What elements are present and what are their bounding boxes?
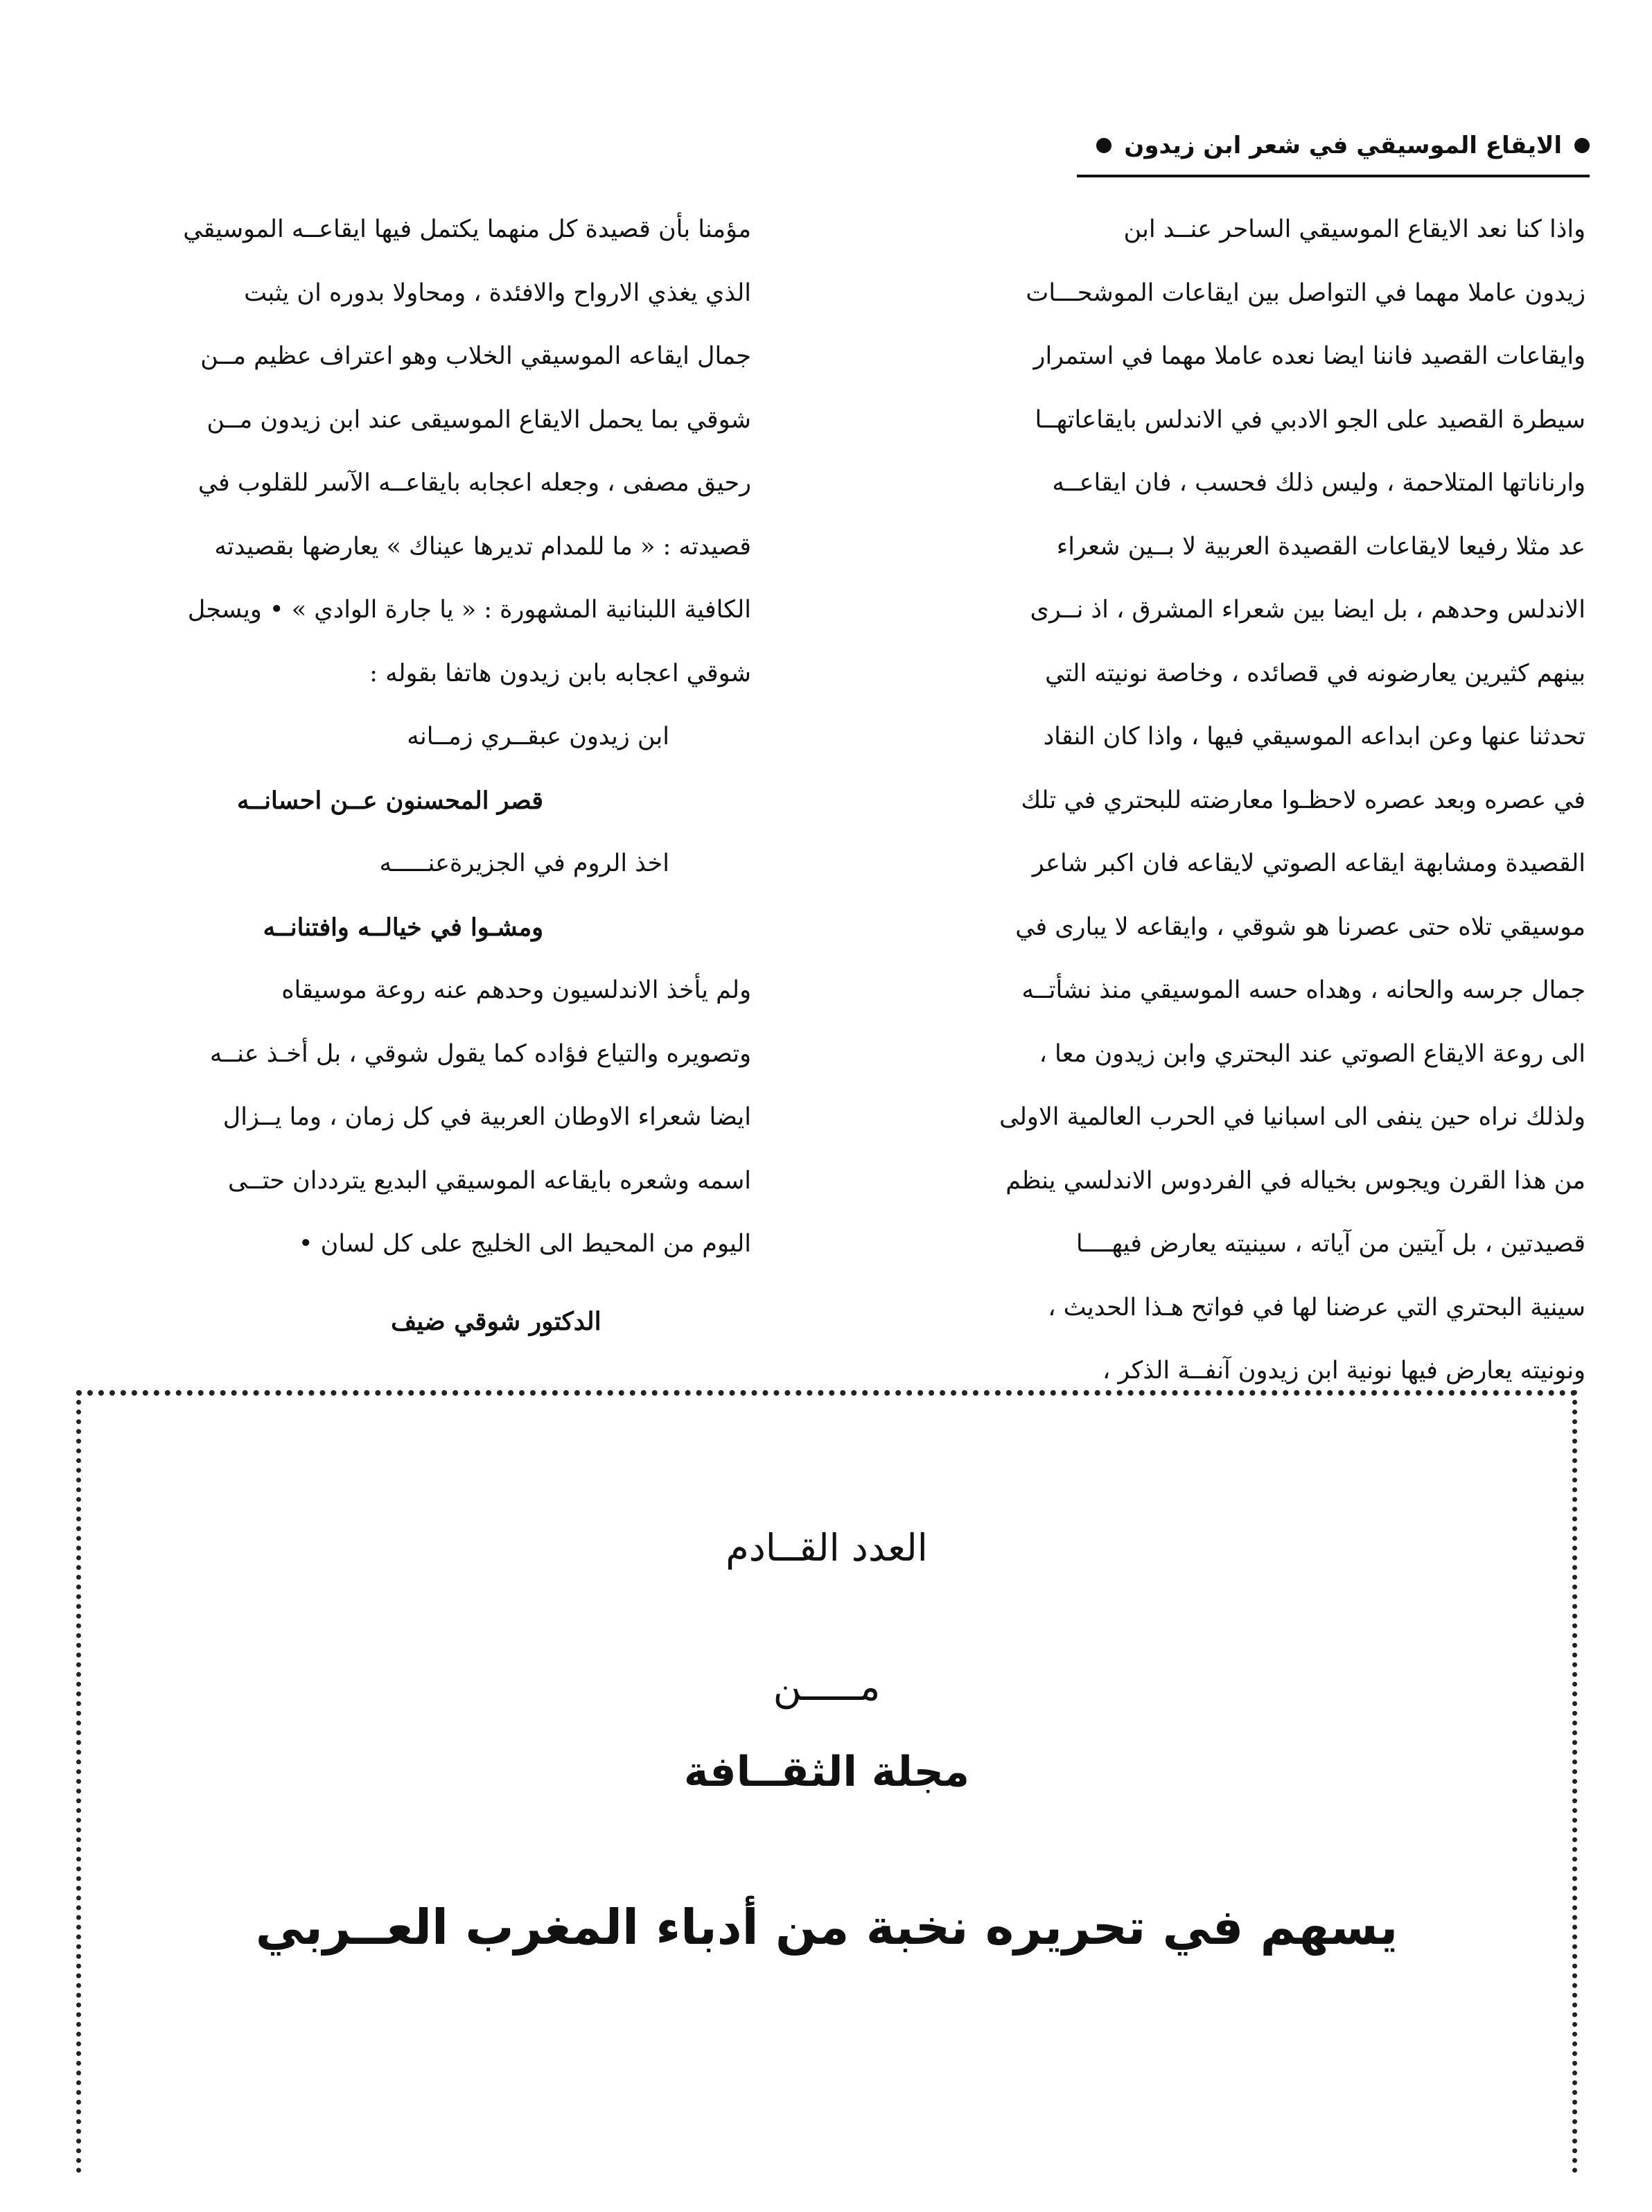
text-line: تحدثنا عنها وعن ابداعه الموسيقي فيها ، واذا كان النقاد xyxy=(1043,723,1585,750)
bullet-icon xyxy=(1574,138,1590,153)
bullet-icon xyxy=(1096,138,1111,153)
ad-from: مـــــن xyxy=(773,1665,881,1710)
ad-next-issue: العدد القــادم xyxy=(726,1526,928,1570)
poem-verse: اخذ الروم في الجزيرةعنـــــه xyxy=(379,850,669,877)
text-line: وتصويره والتياع فؤاده كما يقول شوقي ، بل أخـذ عنــه xyxy=(209,1039,751,1068)
text-line: جمال جرسه والحانه ، وهداه حسه الموسيقي منذ نشأتــه xyxy=(1021,976,1585,1004)
text-line: عد مثلا رفيعا لايقاعات القصيدة العربية لا بــين شعراء xyxy=(1056,532,1585,561)
text-line: رحيق مصفى ، وجعله اعجابه بايقاعــه الآسر للقلوب في xyxy=(197,469,751,497)
text-line: اليوم من المحيط الى الخليج على كل لسان • xyxy=(298,1230,751,1258)
text-line: ونونيته يعارض فيها نونية ابن زيدون آنفــة الذكر ، xyxy=(1102,1357,1585,1385)
article-header xyxy=(1077,125,1590,166)
poem-verse: ومشـوا في خيالــه وافتنانــه xyxy=(263,913,543,942)
poem-verse: قصر المحسنون عــن احسانــه xyxy=(236,786,543,815)
text-line: ولم يأخذ الاندلسيون وحدهم عنه روعة موسيقاه xyxy=(281,976,751,1004)
text-line: القصيدة ومشابهة ايقاعه الصوتي لايقاعه فان اكبر شاعر xyxy=(1032,850,1585,877)
text-line: مؤمنا بأن قصيدة كل منهما يكتمل فيها ايقاعــه الموسيقي xyxy=(183,216,751,243)
text-line: وايقاعات القصيد فاننا ايضا نعده عاملا مهما في استمرار xyxy=(1033,342,1585,370)
ad-magazine-name: مجلة الثقــافة xyxy=(683,1748,970,1796)
text-line: شوقي بما يحمل الايقاع الموسيقى عند ابن زيدون مــن xyxy=(206,405,751,434)
text-line: الى روعة الايقاع الصوتي عند البحتري وابن زيدون معا ، xyxy=(1039,1039,1585,1068)
article-title: الايقاع الموسيقي في شعر ابن زيدون xyxy=(1124,132,1562,159)
text-line: قصيدته : « ما للمدام تديرها عيناك » يعارضها بقصيدته xyxy=(214,532,751,561)
poem-verse: ابن زيدون عبقــري زمــانه xyxy=(407,723,669,750)
text-line: الكافية اللبنانية المشهورة : « يا جارة الوادي » • ويسجل xyxy=(187,596,751,624)
text-line: بينهم كثيرين يعارضونه في قصائده ، وخاصة نونيته التي xyxy=(1045,659,1585,687)
text-line: واذا كنا نعد الايقاع الموسيقي الساحر عنــد ابن xyxy=(1123,216,1585,243)
text-line: قصيدتين ، بل آيتين من آياته ، سينيته يعارض فيهــــا xyxy=(1075,1230,1585,1258)
text-line: سينية البحتري التي عرضنا لها في فواتح هـذا الحديث ، xyxy=(1048,1293,1585,1322)
text-line: في عصره وبعد عصره لاحظـوا معارضته للبحتري في تلك xyxy=(1021,786,1585,814)
text-line: اسمه وشعره بايقاعه الموسيقي البديع يترددان حتــى xyxy=(228,1166,751,1195)
ad-tagline: يسهم في تحريره نخبة من أدباء المغرب العــربي xyxy=(255,1899,1398,1956)
advertisement-box xyxy=(76,1390,1577,2173)
text-line: ايضا شعراء الاوطان العربية في كل زمان ، وما يــزال xyxy=(222,1103,751,1131)
text-line: زيدون عاملا مهما في التواصل بين ايقاعات الموشحـــات xyxy=(1026,279,1585,307)
text-line: الذي يغذي الارواح والافئدة ، ومحاولا بدوره ان يثبت xyxy=(244,279,751,307)
text-line: وارناناتها المتلاحمة ، وليس ذلك فحسب ، فان ايقاعــه xyxy=(1052,469,1585,497)
text-line: جمال ايقاعه الموسيقي الخلاب وهو اعتراف عظيم مــن xyxy=(200,342,751,370)
text-line: سيطرة القصيد على الجو الادبي في الاندلس بايقاعاتهــا xyxy=(1035,405,1585,434)
text-line: من هذا القرن ويجوس بخياله في الفردوس الاندلسي ينظم xyxy=(1005,1166,1585,1195)
text-line: الاندلس وحدهم ، بل ايضا بين شعراء المشرق ، اذ نــرى xyxy=(1030,596,1585,624)
author-signature: الدكتور شوقي ضيف xyxy=(391,1306,601,1336)
header-rule xyxy=(1077,175,1590,177)
left-column xyxy=(72,198,751,1336)
text-line: شوقي اعجابه بابن زيدون هاتفا بقوله : xyxy=(369,659,751,687)
right-column xyxy=(906,198,1585,1403)
text-line: موسيقي تلاه حتى عصرنا هو شوقي ، وايقاعه لا يبارى في xyxy=(1015,913,1585,941)
text-line: ولذلك نراه حين ينفى الى اسبانيا في الحرب العالمية الاولى xyxy=(999,1103,1585,1131)
